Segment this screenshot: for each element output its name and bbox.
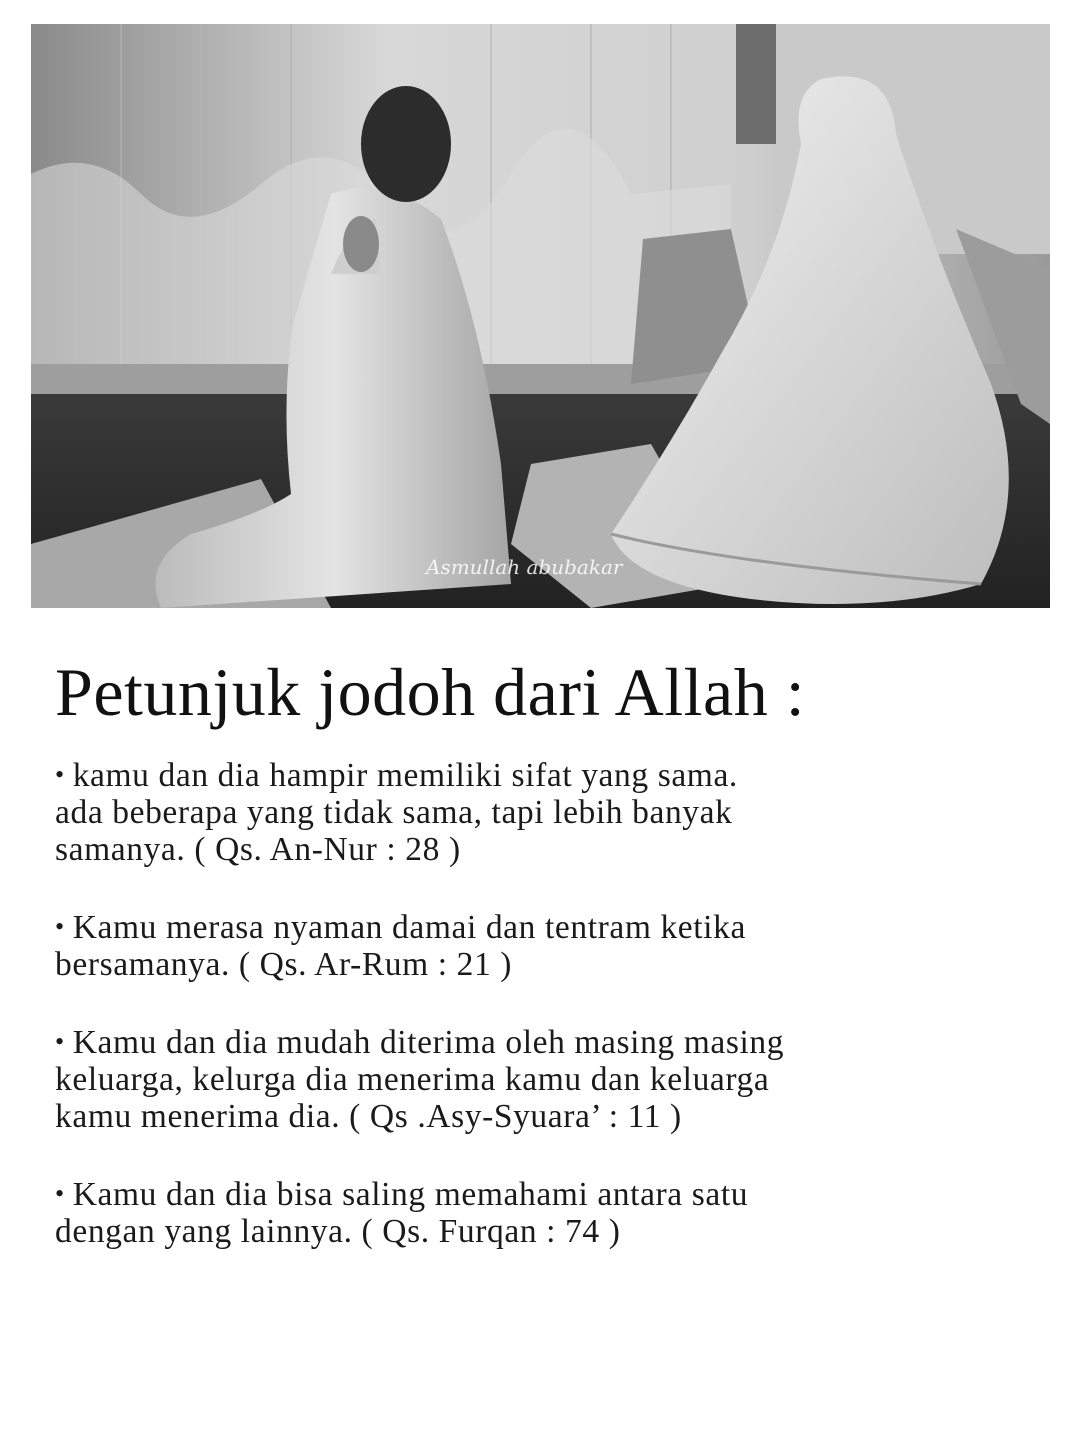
- bullet-icon: •: [55, 1179, 65, 1208]
- praying-couple-illustration: [31, 24, 1050, 608]
- bullet-icon: •: [55, 1027, 65, 1056]
- guidance-line: samanya. ( Qs. An-Nur : 28 ): [55, 831, 461, 868]
- guidance-line: kamu menerima dia. ( Qs .Asy-Syuara’ : 11 ): [55, 1098, 682, 1135]
- bullet-icon: •: [55, 912, 65, 941]
- guidance-item: [55, 908, 1015, 983]
- guidance-line: kamu dan dia hampir memiliki sifat yang sama.: [72, 757, 738, 794]
- guidance-line: Kamu dan dia bisa saling memahami antara satu: [72, 1176, 749, 1213]
- guidance-item: [55, 1023, 1015, 1135]
- guidance-item: [55, 756, 1015, 868]
- bullet-icon: •: [55, 760, 65, 789]
- guidance-line: bersamanya. ( Qs. Ar-Rum : 21 ): [55, 946, 513, 983]
- guidance-line: dengan yang lainnya. ( Qs. Furqan : 74 ): [55, 1213, 621, 1250]
- guidance-item: [55, 1175, 1015, 1250]
- guidance-line: keluarga, kelurga dia menerima kamu dan keluarga: [55, 1061, 770, 1098]
- photo-watermark: Asmullah abubakar: [426, 555, 623, 579]
- guidance-list: [55, 756, 1015, 1290]
- header-photo: [31, 24, 1050, 608]
- guidance-line: ada beberapa yang tidak sama, tapi lebih banyak: [55, 794, 733, 831]
- guidance-line: Kamu merasa nyaman damai dan tentram ketika: [72, 909, 746, 946]
- guidance-line: Kamu dan dia mudah diterima oleh masing masing: [72, 1024, 785, 1061]
- page-title: Petunjuk jodoh dari Allah :: [55, 654, 806, 730]
